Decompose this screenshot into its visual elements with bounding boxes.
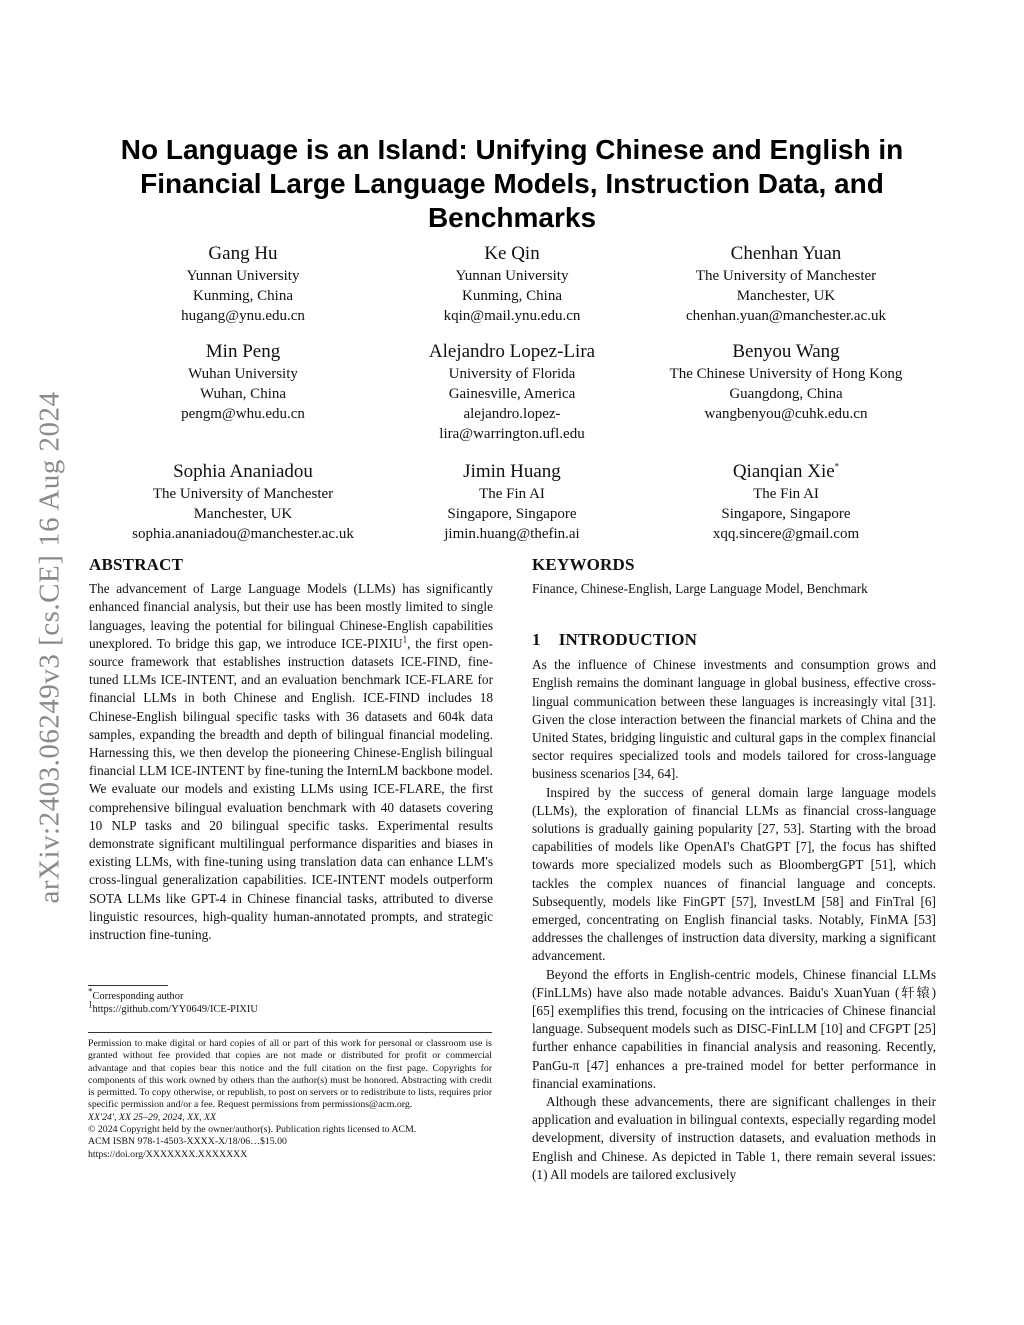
intro-paragraph: Beyond the efforts in English-centric models, Chinese financial LLMs (FinLLMs) have also made notable advances. Baidu's XuanYuan (轩辕) [65] exemplifies this trend, focusing on the intricacies of Chinese financial language. Subsequent models such as DISC-FinLLM [10] and CFGPT [25] further enhance capabilities in financial analysis and reasoning. Recently, PanGu-π [47] enhances a pre-trained model for better performance in financial examinations. [532, 966, 936, 1091]
intro-paragraph: As the influence of Chinese investments and consumption grows and English remains the dominant language in global business, effective cross-lingual communication between these languages is increasingly vital [31]. Given the close interaction between the financial markets of China and the United States, bridging linguistic and cultural gaps in the complex financial sector requires specialized tools and models tailored for cross-language business scenarios [34, 64]. [532, 657, 936, 782]
author-affiliation: Wuhan University [188, 366, 298, 382]
author-location: Gainesville, America [448, 386, 576, 402]
paper-title: No Language is an Island: Unifying Chinese and English in Financial Large Language Models, Instruction Data, and Benchmarks [120, 134, 904, 233]
author-location: Manchester, UK [736, 288, 836, 304]
footnotes [88, 985, 492, 1016]
intro-paragraph: Although these advancements, there are significant challenges in their application and evaluation in bilingual contexts, especially regarding model development, diversity of instruction datasets, and evaluation methods in English and Chinese. As depicted in Table 1, there remain several issues: (1) All models are tailored exclusively [532, 1094, 936, 1182]
author-card [367, 340, 657, 444]
author-affiliation: The Chinese University of Hong Kong [669, 366, 903, 382]
author-name: Qianqian Xie [732, 461, 835, 482]
footnote-mark: * [88, 986, 93, 997]
abstract-text: The advancement of Large Language Models (LLMs) has significantly enhanced financial analysis, but their use has been mostly limited to single languages, leaving the potential for bilingual Chinese-English capabilities unexplored. To bridge this gap, we introduce ICE-PIXIU [89, 581, 493, 651]
author-card [98, 460, 388, 544]
author-location: Guangdong, China [729, 386, 843, 402]
section-number: 1 [532, 630, 541, 649]
intro-paragraph: Inspired by the success of general domain large language models (LLMs), the exploration of financial LLMs as financial cross-language solutions is gradually gaining popularity [27, 53]. Starting with the broad capabilities of models like OpenAI's ChatGPT [7], the focus has shifted towards more specialized models such as BloombergGPT [51], which tackles the complex nuances of financial language and concepts. Subsequently, models like FinGPT [57], InvestLM [58] and FinTral [6] emerged, concentrating on English financial tasks. Notably, FinMA [53] addresses the challenges of instruction data diversity, marking a significant advancement. [532, 784, 936, 964]
footnote-link[interactable]: https://github.com/YY0649/ICE-PIXIU [92, 1004, 258, 1015]
author-name: Sophia Ananiadou [173, 461, 313, 482]
footnote-url [88, 999, 492, 1016]
isbn-line: ACM ISBN 978-1-4503-XXXX-X/18/06…$15.00 [88, 1136, 287, 1148]
author-email: kqin@mail.ynu.edu.cn [443, 308, 581, 324]
author-email-part: alejandro.lopez- [463, 406, 561, 422]
author-card [641, 340, 931, 424]
author-email: wangbenyou@cuhk.edu.cn [704, 406, 868, 422]
author-email: sophia.ananiadou@manchester.ac.uk [132, 526, 354, 542]
author-location: Kunming, China [193, 288, 293, 304]
keywords-section [532, 556, 936, 598]
author-affiliation: The University of Manchester [695, 268, 877, 284]
conference-info: XX'24', XX 25–29, 2024, XX, XX [88, 1111, 216, 1123]
abstract-text: , the first open-source framework that establishes instruction datasets ICE-FIND, fine-tuned LLMs ICE-INTENT, and an evaluation benchmark ICE-FLARE for financial LLMs in both Chinese and English. ICE-FIND includes 18 Chinese-English bilingual specific tasks with 36 datasets and 604k data samples, expanding the breadth and depth of bilingual financial modeling. Harnessing this, we then develop the pioneering Chinese-English bilingual financial LLM ICE-INTENT by fine-tuning the InternLM backbone model. We evaluate our models and existing LLMs using ICE-FLARE, the first comprehensive bilingual evaluation benchmark with 40 datasets covering 10 NLP tasks and 20 bilingual specific tasks. Experimental results demonstrate significant multilingual performance disparities and biases in existing LLMs, with fine-tuning using translation data can enhance LLM's cross-lingual generalization capabilities. ICE-INTENT models outperform SOTA LLMs like GPT-4 in Chinese financial tasks, attributed to diverse linguistic resources, high-quality human-annotated prompts, and strategic instruction fine-tuning. [89, 635, 493, 943]
author-email: jimin.huang@thefin.ai [444, 526, 580, 542]
footnote-mark: 1 [402, 634, 408, 645]
author-affiliation: Yunnan University [455, 268, 569, 284]
abstract-body [89, 580, 493, 944]
author-card [367, 242, 657, 326]
arxiv-stamp [18, 350, 82, 945]
author-name: Chenhan Yuan [730, 243, 842, 264]
author-email: hugang@ynu.edu.cn [181, 308, 305, 324]
author-card [641, 460, 931, 544]
footnote-rule [88, 985, 168, 986]
permission-text: Permission to make digital or hard copies of all or part of this work for personal or classroom use is granted without fee provided that copies are not made or distributed for profit or commercial advantage and that copies bear this notice and the full citation on the first page. Copyrights for components of this work owned by others than the author(s) must be honored. Abstracting with credit is permitted. To copy otherwise, or republish, to post on servers or to redistribute to lists, requires prior specific permission and/or a fee. Request permissions from permissions@acm.org. [88, 1038, 492, 1111]
author-location: Manchester, UK [193, 506, 293, 522]
footnote-corresponding [88, 986, 492, 1003]
author-card [98, 242, 388, 326]
section-title: INTRODUCTION [558, 630, 698, 649]
doi-link[interactable]: https://doi.org/XXXXXXX.XXXXXXX [88, 1148, 248, 1160]
author-email-part: lira@warrington.ufl.edu [439, 426, 585, 442]
arxiv-identifier: arXiv:2403.06249v3 [cs.CE] 16 Aug 2024 [33, 391, 66, 904]
introduction-section [532, 631, 936, 1184]
author-name-line [641, 460, 931, 484]
author-email: chenhan.yuan@manchester.ac.uk [686, 308, 886, 324]
footnote-text: Corresponding author [92, 991, 184, 1002]
author-name: Jimin Huang [463, 461, 561, 482]
author-name: Alejandro Lopez-Lira [428, 341, 596, 362]
author-affiliation: The Fin AI [753, 486, 819, 502]
keywords-heading: KEYWORDS [532, 555, 635, 574]
corresponding-mark: * [834, 461, 840, 472]
abstract-section [89, 556, 493, 944]
author-affiliation: University of Florida [448, 366, 576, 382]
copyright-line: © 2024 Copyright held by the owner/author(s). Publication rights licensed to ACM. [88, 1124, 417, 1136]
author-name: Min Peng [205, 341, 281, 362]
author-name: Ke Qin [484, 243, 540, 264]
author-name: Gang Hu [208, 243, 278, 264]
abstract-heading: ABSTRACT [89, 555, 184, 574]
author-card [641, 242, 931, 326]
author-affiliation: Yunnan University [186, 268, 300, 284]
introduction-heading [532, 631, 936, 649]
author-location: Kunming, China [462, 288, 562, 304]
author-location: Wuhan, China [199, 386, 287, 402]
author-location: Singapore, Singapore [447, 506, 577, 522]
author-email: xqq.sincere@gmail.com [712, 526, 860, 542]
keywords-text: Finance, Chinese-English, Large Language Model, Benchmark [532, 581, 868, 597]
author-location: Singapore, Singapore [721, 506, 851, 522]
author-email: pengm@whu.edu.cn [181, 406, 305, 422]
author-affiliation: The Fin AI [479, 486, 545, 502]
author-card [367, 460, 657, 544]
author-card [98, 340, 388, 424]
permission-block [88, 1032, 492, 1161]
author-affiliation: The University of Manchester [152, 486, 334, 502]
footnote-mark: 1 [88, 999, 93, 1010]
author-name: Benyou Wang [732, 341, 840, 362]
